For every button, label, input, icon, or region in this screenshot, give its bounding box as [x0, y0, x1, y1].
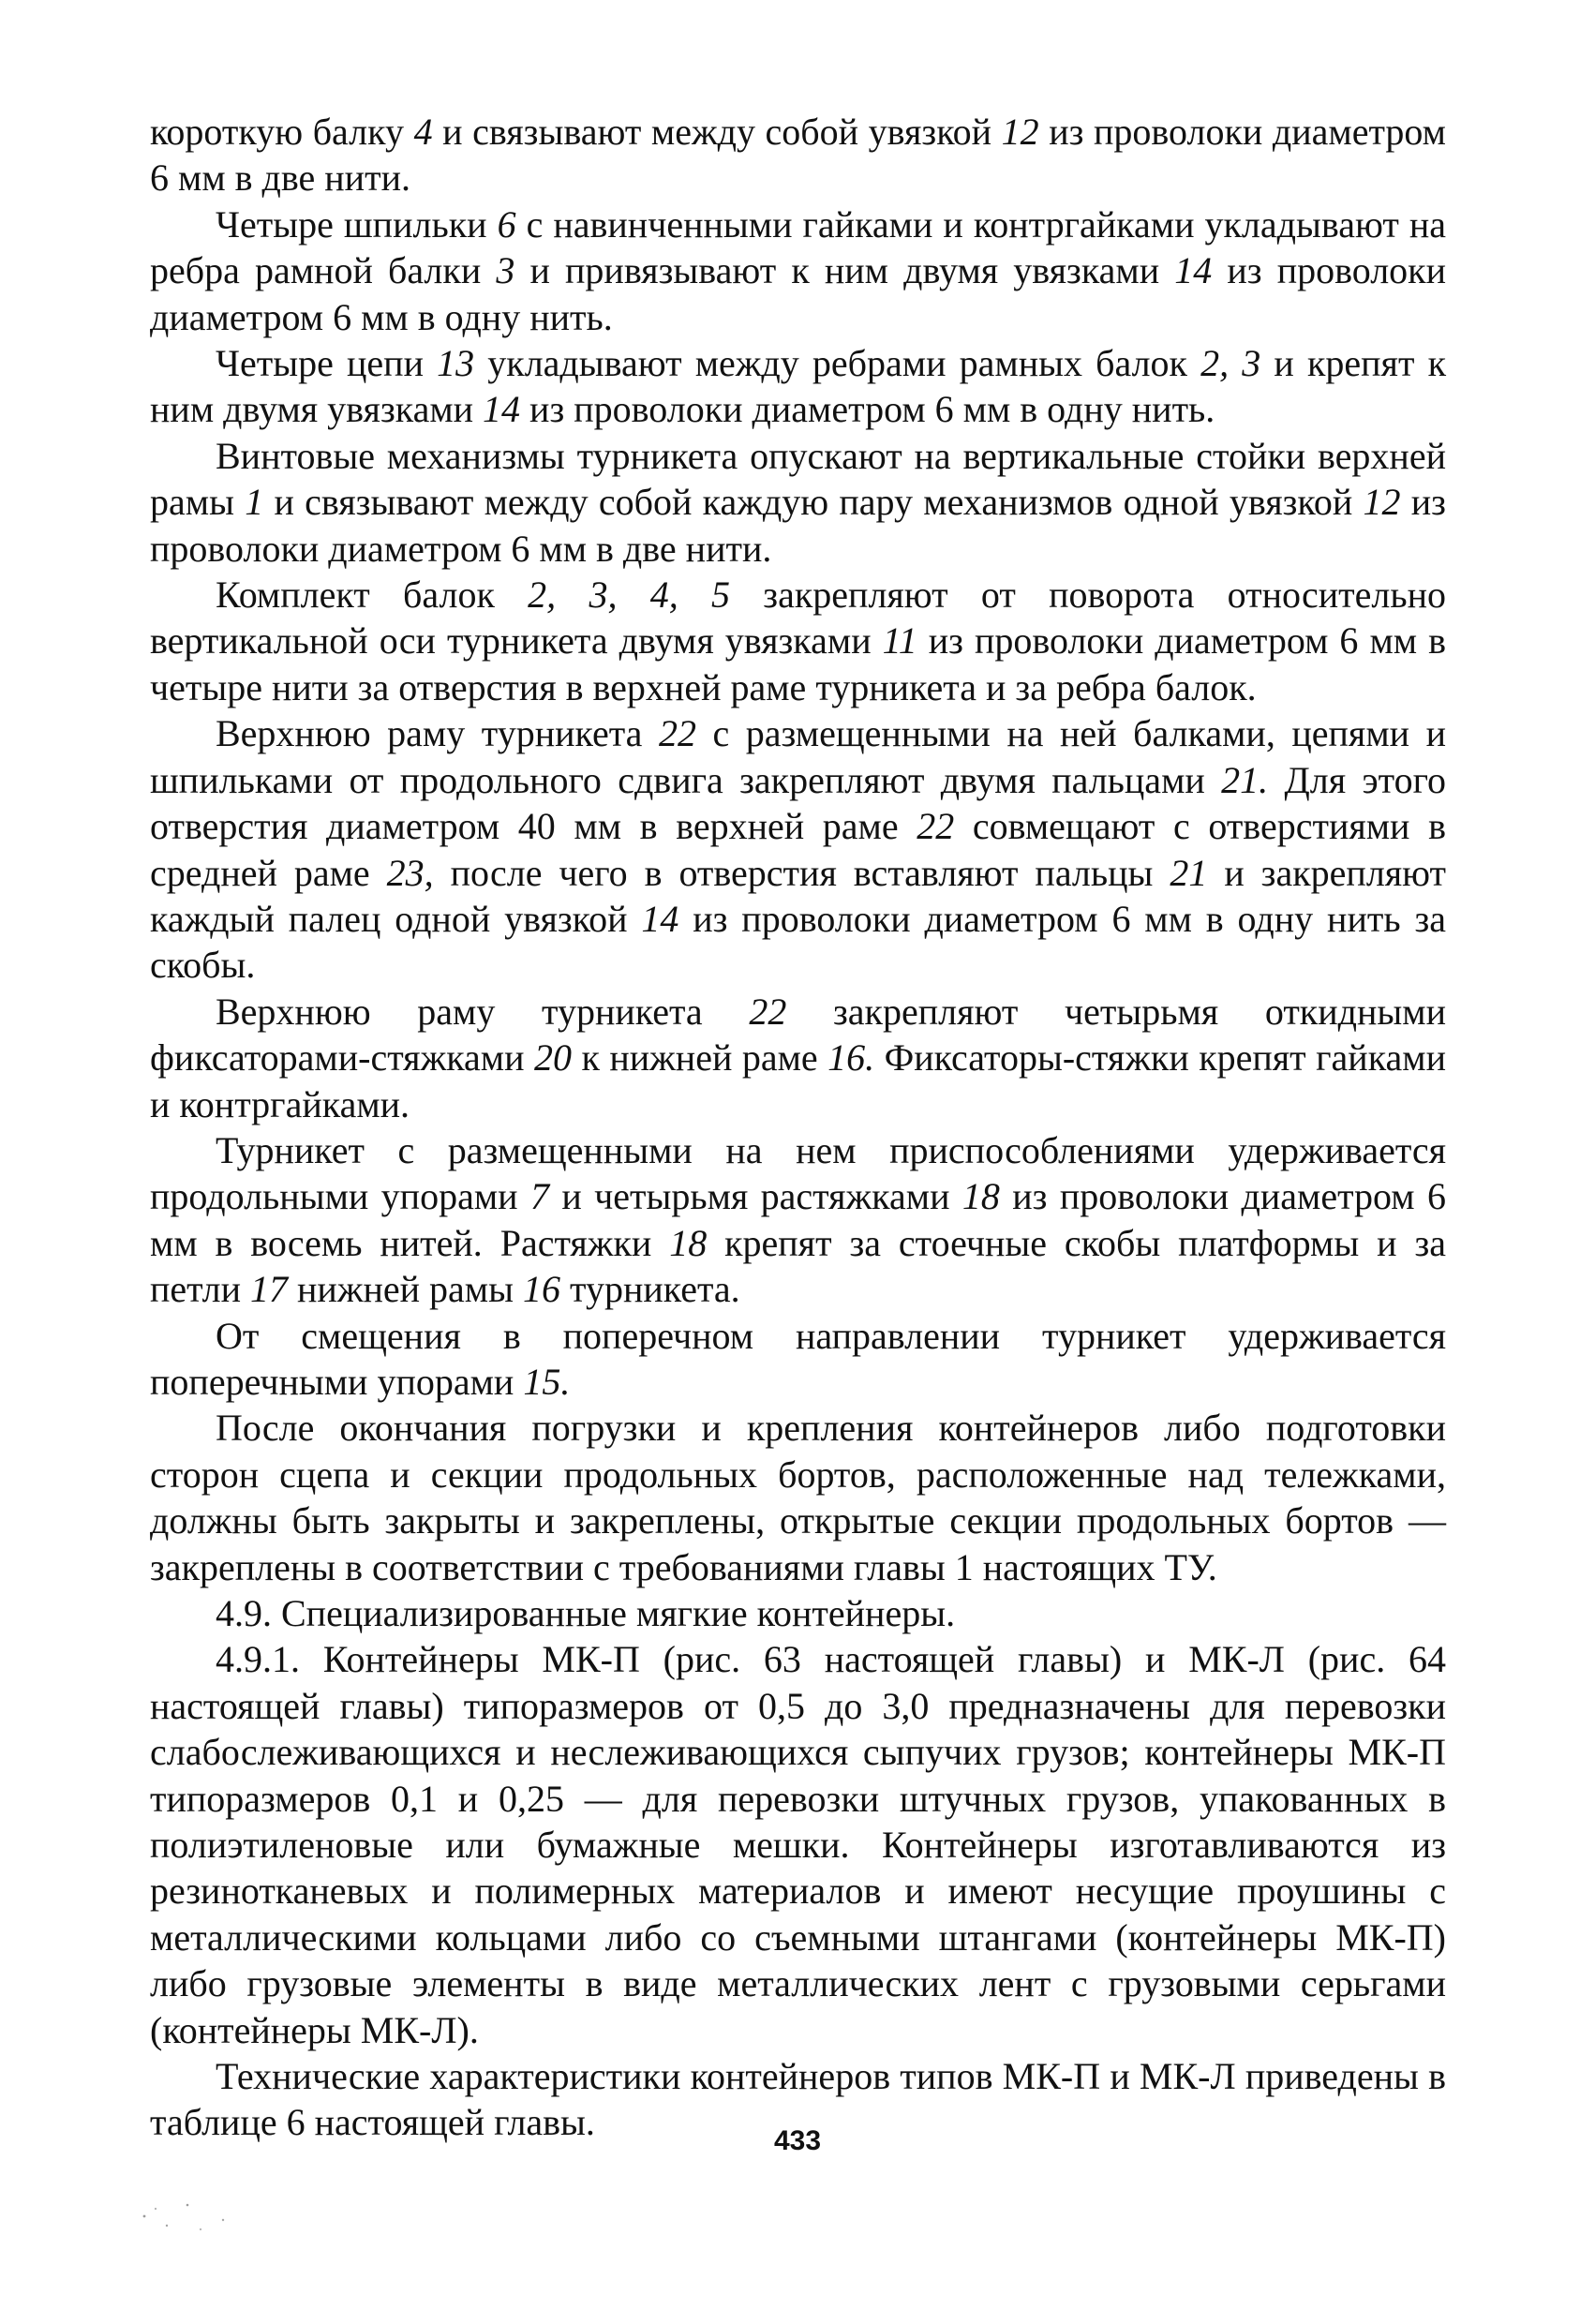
text-run: Фиксаторы-стяжки крепят гайками и контргайками.: [150, 1036, 1446, 1125]
page-body: [150, 109, 1446, 2146]
figure-reference: 12: [1001, 111, 1039, 153]
figure-reference: 17: [250, 1268, 289, 1311]
paragraph-4-9-1: [150, 1636, 1446, 2053]
figure-reference: 16: [522, 1268, 560, 1311]
figure-reference: 13: [437, 342, 475, 385]
paragraph-6: [150, 710, 1446, 988]
figure-reference: 2, 3: [1200, 342, 1261, 385]
text-run: с размещенными на ней балками, цепями и шпильками от продольного сдвига закрепляют двумя пальцами: [150, 712, 1446, 801]
text-run: и связывают между собой увязкой: [432, 111, 1002, 153]
text-run: Турникет с размещенными на нем приспособлениями удерживается продольными упорами: [150, 1128, 1446, 1218]
figure-reference: 4: [413, 111, 433, 153]
text-run: и крепят к ним двумя увязками: [150, 342, 1446, 431]
paragraph-9: [150, 1313, 1446, 1406]
figure-reference: 14: [1174, 249, 1213, 292]
text-run: и закрепляют каждый палец одной увязкой: [150, 851, 1447, 940]
text-run: из проволоки диаметром 6 мм в восемь нитей. Растяжки: [150, 1175, 1446, 1264]
text-run: Четыре шпильки: [216, 202, 498, 246]
figure-reference: 20: [533, 1036, 572, 1080]
figure-reference: 3: [496, 249, 515, 292]
text-run: и привязывают к ним двумя увязками: [514, 249, 1175, 292]
paragraph-4: [150, 433, 1446, 572]
text-run: совмещают с отверстиями в средней раме: [150, 805, 1446, 894]
text-run: Четыре цепи: [216, 342, 438, 385]
figure-reference: 23,: [386, 851, 434, 894]
figure-reference: 22: [658, 712, 696, 755]
text-run: из проволоки диаметром 6 мм в одну нить.: [150, 249, 1447, 338]
text-run: После окончания погрузки и крепления контейнеров либо подготовки сторон сцепа и секции продольных бортов, расположенные над тележками, должны быть закрыты и закреплены, открытые секции продольных бортов — закреплены в соответствии с требованиями главы 1 настоящих ТУ.: [150, 1407, 1446, 1588]
text-run: Винтовые механизмы турникета опускают на вертикальные стойки верхней рамы: [150, 434, 1446, 524]
figure-reference: 21: [1170, 851, 1208, 894]
text-run: из проволоки диаметром 6 мм в одну нить за скобы.: [150, 897, 1446, 987]
text-run: и связывают между собой каждую пару механизмов одной увязкой: [263, 481, 1364, 524]
text-run: От смещения в поперечном направлении турникет удерживается поперечными упорами: [150, 1314, 1446, 1403]
text-run: крепят за стоечные скобы платформы и за петли: [150, 1221, 1446, 1311]
text-run: турникета.: [559, 1268, 740, 1311]
figure-reference: 7: [529, 1175, 549, 1218]
figure-reference: 12: [1363, 481, 1401, 524]
text-run: Верхнюю раму турникета: [216, 990, 750, 1033]
text-run: из проволоки диаметром 6 мм в четыре нити за отверстия в верхней раме турникета и за ребра балок.: [150, 619, 1447, 708]
section-heading-4-9: [150, 1590, 1446, 1636]
text-run: из проволоки диаметром 6 мм в одну нить.: [520, 388, 1215, 431]
text-run: после чего в отверстия вставляют пальцы: [433, 851, 1170, 894]
figure-reference: 14: [641, 897, 679, 940]
figure-reference: 15.: [523, 1360, 571, 1403]
text-run: 4.9. Специализированные мягкие контейнеры.: [216, 1592, 956, 1634]
text-run: нижней рамы: [288, 1268, 523, 1311]
text-run: закрепляют четырьмя откидными фиксаторами-стяжками: [150, 990, 1446, 1080]
figure-reference: 2, 3, 4, 5: [528, 574, 731, 617]
paragraph-10: [150, 1405, 1446, 1590]
text-run: 4.9.1. Контейнеры МК-П (рис. 63 настоящей главы) и МК-Л (рис. 64 настоящей главы) типоразмеров от 0,5 до 3,0 предназначены для перевозки слабослеживающихся и неслеживающихся сыпучих грузов; контейнеры МК-П типоразмеров 0,1 и 0,25 — для перевозки штучных грузов, упакованных в полиэтиленовые или бумажные мешки. Контейнеры изготавливаются из резинотканевых и полимерных материалов и имеют несущие проушины с металлическими кольцами либо со съемными штангами (контейнеры МК-П) либо грузовые элементы в виде металлических лент с грузовыми серьгами (контейнеры МК-Л).: [150, 1638, 1446, 2051]
text-run: и четырьмя растяжками: [548, 1175, 962, 1218]
paragraph-1: [150, 109, 1446, 201]
scan-specks: [139, 2188, 242, 2235]
figure-reference: 18: [669, 1221, 708, 1264]
page-number: 433: [773, 2125, 822, 2156]
text-run: Верхнюю раму турникета: [216, 712, 659, 755]
figure-reference: 6: [497, 202, 516, 246]
figure-reference: 18: [961, 1175, 1000, 1218]
paragraph-3: [150, 340, 1446, 433]
figure-reference: 11: [882, 619, 917, 663]
text-run: из проволоки диаметром 6 мм в две нити.: [150, 111, 1446, 200]
text-run: к нижней раме: [571, 1036, 828, 1080]
figure-reference: 16.: [827, 1036, 875, 1080]
paragraph-7: [150, 989, 1446, 1127]
text-run: с навинченными гайками и контргайками укладывают на ребра рамной балки: [150, 202, 1447, 292]
text-run: Технические характеристики контейнеров типов МК-П и МК-Л приведены в таблице 6 настоящей главы.: [150, 2055, 1446, 2144]
text-run: из проволоки диаметром 6 мм в две нити.: [150, 481, 1446, 570]
figure-reference: 22: [749, 990, 787, 1033]
paragraph-2: [150, 201, 1446, 340]
text-run: укладывают между ребрами рамных балок: [474, 342, 1201, 385]
figure-reference: 21.: [1221, 758, 1269, 801]
text-run: короткую балку: [150, 111, 414, 153]
paragraph-8: [150, 1127, 1446, 1313]
text-run: Комплект балок: [216, 574, 529, 617]
text-run: Для этого отверстия диаметром 40 мм в верхней раме: [150, 758, 1446, 848]
text-run: закрепляют от поворота относительно вертикальной оси турникета двумя увязками: [150, 574, 1447, 663]
figure-reference: 22: [917, 805, 955, 848]
figure-reference: 14: [483, 388, 521, 431]
paragraph-5: [150, 572, 1446, 710]
figure-reference: 1: [245, 481, 264, 524]
